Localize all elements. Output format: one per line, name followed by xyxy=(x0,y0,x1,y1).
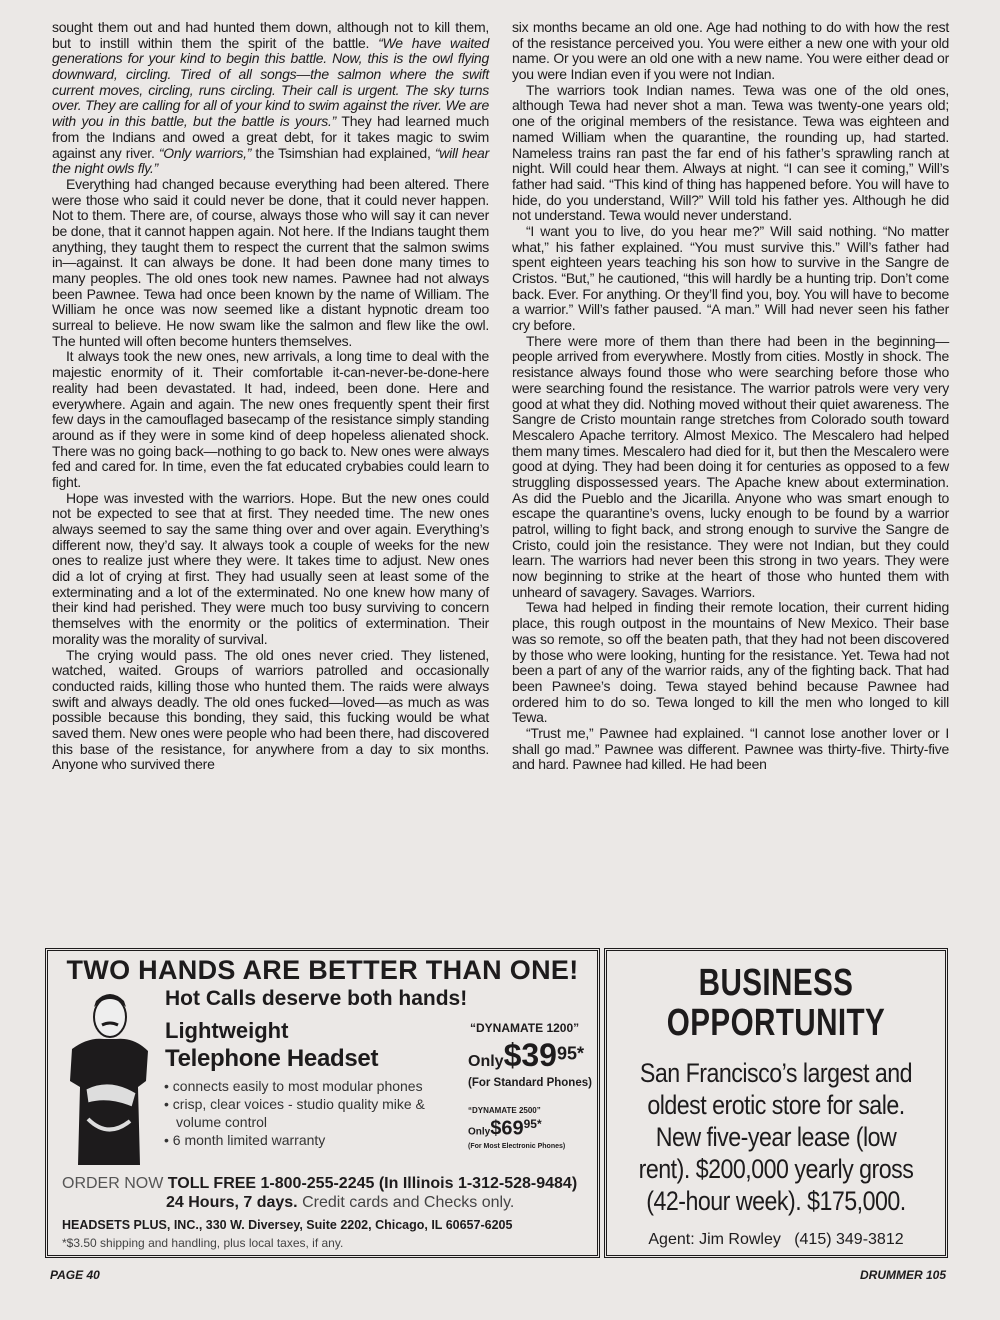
paragraph: The warriors took Indian names. Tewa was one of the old ones, although Tewa had never shot a man. Tewa was twenty-one years old; one of the original members of the resistance. Tewa was eighteen and named William when the quarantine, the rounding up, had started. Nameless trains ran past the far end of his father’s sprawling ranch at night. Will could hear them. Always at night. “I can see it coming,” Will’s father had said. “This kind of thing has happened before. You will have to hide, do you understand, Will?” Will told his father yes. Although he did not understand. Tewa would never understand. xyxy=(512,81,949,224)
feature-item: • 6 month limited warranty xyxy=(164,1132,326,1148)
feature-item: • connects easily to most modular phones xyxy=(164,1078,423,1094)
feature-item: • crisp, clear voices - studio quality mike & volume control xyxy=(164,1096,425,1130)
text: the Tsimshian had explained, xyxy=(251,144,435,161)
paragraph: There were more of them than there had been in the beginning—people arrived from everywhere. Mostly from cities. Mostly in shock. The resistance always found those who were searching before those who were searching found the resistance. The warrior patrols were very very good at what they did. Nothing moved without their quiet awareness. The Sangre de Cristo mountain range stretches from Colorado south toward Mescalero Apache territory. Almost Mexico. The Mescalero had helped them many times. Mescalero had died for it, but then the Mescalero were good at dying. They had been doing it for centuries as opposed to a few struggling dispossessed years. The Apache knew about extermination. As did the Pueblo and the Jicarilla. Anyone who was smart enough to escape the quarantine’s ovens, lucky enough to be found by a warrior patrol, willing to fight back, and strong enough to survive the Sangre de Cristo, could join the resistance. They were not Indian, but they could learn. The warriors had never been this strong in two years. They were now beginning to strike at the heart of those who hunted them with unheard of savagery. Savages. Warriors. xyxy=(512,332,949,600)
model-1-price: $Only\$39^{95*}$ xyxy=(468,1037,584,1073)
paragraph xyxy=(52,20,489,177)
paragraph: “I want you to live, do you hear me?” Will said nothing. “No matter what,” his father explained. “You must survive this.” Will’s father had spent eighteen years teaching his son how to survive in the Sangre de Cristos. “But,” he cautioned, “this will hardly be a hunting trip. Don’t come back. Ever. For anything. Or they’ll find you, boy. You will have to become a warrior.” Will’s father paused. “A man.” Will had never seen his father cry before. xyxy=(512,222,949,334)
ad-subhead: Hot Calls deserve both hands! xyxy=(165,987,468,1010)
italic-quote: “Only warriors,” xyxy=(158,144,252,161)
product-line-2: Telephone Headset xyxy=(165,1045,379,1072)
issue-label: DRUMMER 105 xyxy=(859,1268,946,1282)
feature-list xyxy=(164,1077,466,1149)
model-2-note: (For Most Electronic Phones) xyxy=(468,1143,566,1150)
italic-quote: “will hear the night owls fly.” xyxy=(52,144,489,177)
model-2-name: “DYNAMATE 2500” xyxy=(468,1106,541,1115)
hours-line: 24 Hours, 7 days. Credit cards and Checks only. xyxy=(166,1194,515,1211)
paragraph: Everything had changed because everything had been altered. There were those who said it could never be done, that it could never happen. Not to them. There are, of course, always those who will say it can never be done, that it cannot happen again. Not here. If the Indians taught them anything, they taught them to respect the current that the salmon swims in—against. It can always be done. It had been done many times to many peoples. The old ones took new names. Pawnee had not always been Pawnee. Tewa had once been known by the name of William. The William he once was now seemed like a distant hypnotic dream too surreal to believe. He now swam like the salmon and flew like the owl. The hunted will often become hunters themselves. xyxy=(52,175,489,349)
company-address: HEADSETS PLUS, INC., 330 W. Diversey, Suite 2202, Chicago, IL 60657-6205 xyxy=(62,1218,513,1232)
italic-quote: “We have waited generations for your kind to begin this battle. Now, this is the owl flying downward, circling. Tired of all songs—the salmon where the swift current moves, circling, runs circling. Their call is urgent. The sky turns over. They are calling for all of your kind to swim against the river. We are with you in this battle, but the battle is yours.” xyxy=(52,34,489,130)
model-1-note: (For Standard Phones) xyxy=(468,1077,592,1089)
text: They had learned much from the Indians and owed a great debt, for it takes magic to swim against any river. xyxy=(52,113,489,161)
article-column-left xyxy=(52,20,489,773)
article-column-right xyxy=(512,20,949,773)
agent-contact: Agent: Jim Rowley (415) 349-3812 xyxy=(648,1231,904,1248)
paragraph: The crying would pass. The old ones never cried. They listened, watched, waited. Groups of warriors patrolled and occasionally conducted raids, killing those who hunted them. The raids were always swift and always deadly. The old ones fucked—loved—as much as was possible because this bonding, they said, this fucking would be what saved them. New ones were people who had been there, had discovered this base of the resistance, for anywhere from a day to six months. Anyone who survived there xyxy=(52,646,489,773)
paragraph: six months became an old one. Age had nothing to do with how the rest of the resistance perceived you. You were either a new one with your old name. Or you were an old one with a new name. You were either dead or you were Indian even if you were not Indian. xyxy=(512,19,949,83)
order-line: ORDER NOW TOLL FREE 1-800-255-2245 (In Illinois 1-312-528-9484) xyxy=(62,1175,578,1192)
paragraph: It always took the new ones, new arrivals, a long time to deal with the majestic enormity of it. Their comfortable it-can-never-be-done-here reality had been devastated. It had, indeed, been done. Here and everywhere. Again and again. The new ones frequently spent their first few days in the camouflaged basecamp of the resistance simply standing around as if they were in some kind of deep hopeless alienated shock. There was no going back—nothing to go back to. New ones were always fed and cared for. In time, even the fat educated crybabies could learn to fight. xyxy=(52,348,489,490)
paragraph: Tewa had helped in finding their remote location, their current hiding place, this rough outpost in the mountains of New Mexico. Their base was so remote, so off the beaten path, that they had not been discovered by those who were looking, hunting for the resistance. Yet. Tewa had not been a part of any of the warrior raids, any of the fighting back. That had been Pawnee’s doing. Tewa stayed behind because Pawnee had ordered him to do so. Tewa longed to kill the men who longed to kill Tewa. xyxy=(512,599,949,726)
paragraph: Hope was invested with the warriors. Hope. But the new ones could not be expected to see that at first. They needed time. The new ones always seemed to say the same thing over and over again. Everything’s different now, they’d say. It always took a couple of weeks for the new ones to realize just where they were. It takes time to adjust. New ones did a lot of crying at first. They had usually seen at least some of the exterminating and a lot of the exterminated. No one knew how many of their kind had perished. They were much too busy surviving to concern themselves with the enormity or the politics of extermination. Their morality was the morality of survival. xyxy=(52,489,489,647)
ad-title: BUSINESS OPPORTUNITY xyxy=(666,962,886,1044)
business-opportunity-advertisement xyxy=(604,948,948,1258)
man-illustration xyxy=(58,989,158,1169)
model-2-price: $Only\$69^{95*}$ xyxy=(468,1117,542,1140)
product-line-1: Lightweight xyxy=(165,1018,289,1043)
paragraph: “Trust me,” Pawnee had explained. “I cannot lose another lover or I shall go mad.” Pawnee was different. Pawnee was thirty-five. Thirty-five and hard. Pawnee had killed. He had been xyxy=(512,724,949,773)
shipping-note: *$3.50 shipping and handling, plus local taxes, if any. xyxy=(62,1236,344,1250)
headset-advertisement xyxy=(45,948,600,1258)
model-1-name: “DYNAMATE 1200” xyxy=(470,1021,580,1035)
ad-headline: TWO HANDS ARE BETTER THAN ONE! xyxy=(66,955,579,985)
text: sought them out and had hunted them down, although not to kill them, but to instill within them the spirit of the battle. xyxy=(52,19,489,51)
ad-body: San Francisco’s largest and oldest erotic store for sale. New five-year lease (low rent). $200,000 yearly gross (42-hour week). $175,000. xyxy=(638,1058,914,1216)
page-number: PAGE 40 xyxy=(50,1268,100,1282)
